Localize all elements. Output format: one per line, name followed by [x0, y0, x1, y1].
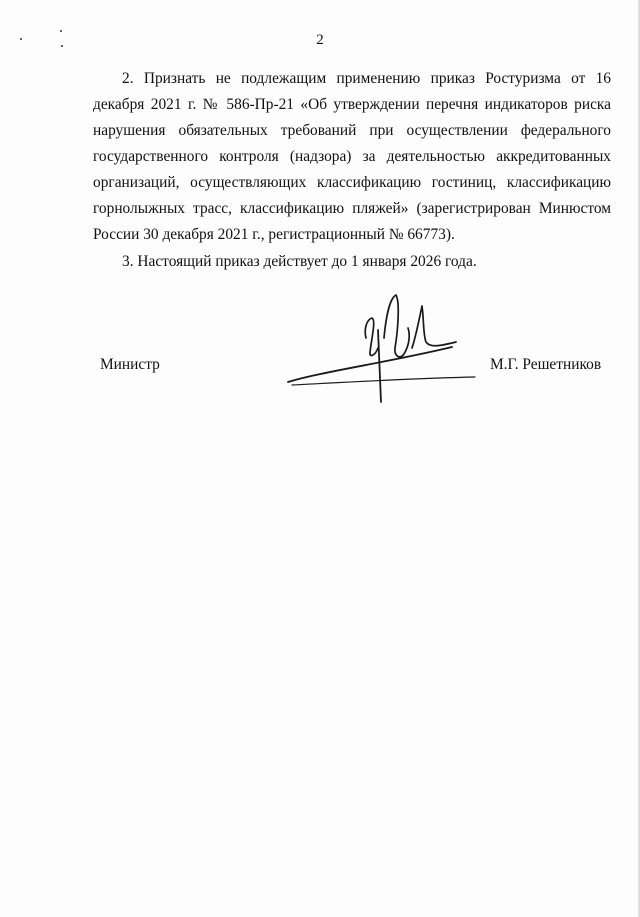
signatory-position: Министр	[100, 356, 160, 373]
page-number: 2	[316, 32, 324, 48]
handwritten-signature	[280, 290, 480, 405]
paragraph-3: 3. Настоящий приказ действует до 1 января 2026 года.	[122, 253, 477, 270]
signatory-name: М.Г. Решетников	[490, 356, 602, 373]
signature-block	[0, 290, 640, 410]
paragraph-2: 2. Признать не подлежащим применению приказ Ростуризма от 16 декабря 2021 г. № 586-Пр-21 «Об утверждении перечня индикаторов риска нарушения обязательных требований при осуществлении федерального государственного контроля (надзора) за деятельностью аккредитованных организаций, осуществляющих классификацию гостиниц, классификацию горнолыжных трасс, классификацию пляжей» (зарегистрирован Минюстом России 30 декабря 2021 г., регистрационный № 66773).	[93, 70, 611, 243]
